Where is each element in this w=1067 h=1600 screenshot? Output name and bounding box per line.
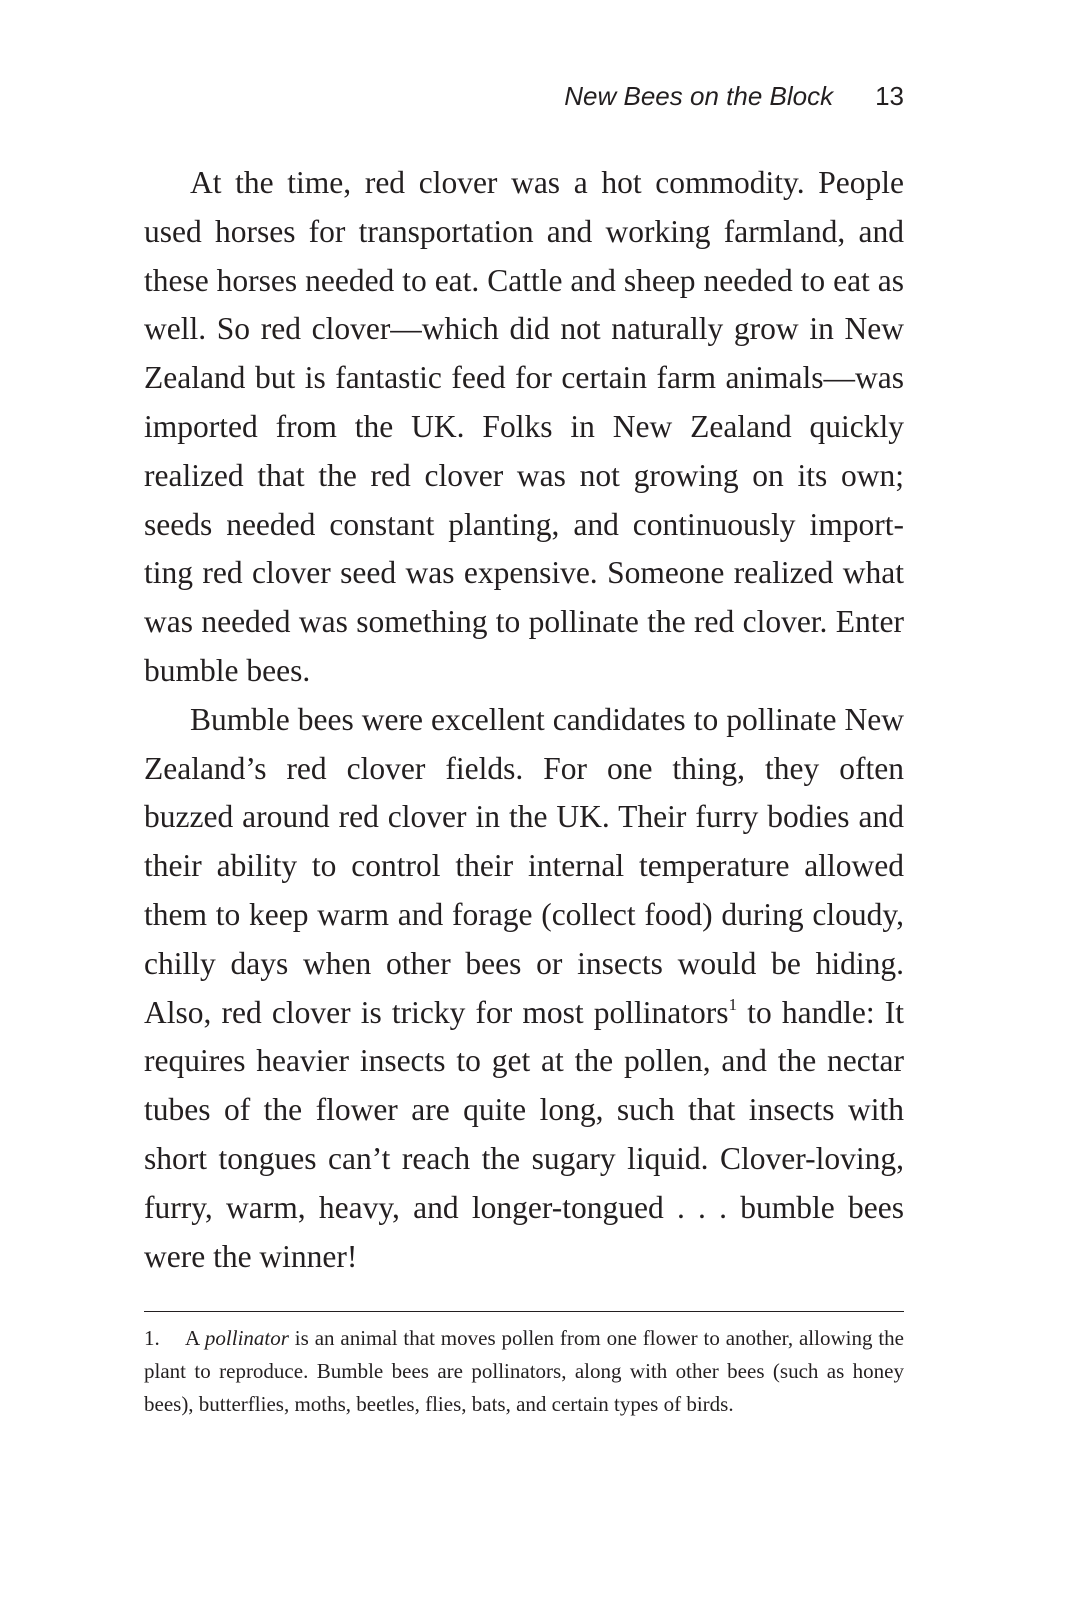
running-head-title: New Bees on the Block: [564, 81, 834, 111]
footnote-divider: [144, 1311, 904, 1312]
footnote: [144, 1322, 904, 1421]
footnote-term: pollinator: [204, 1326, 289, 1350]
paragraph-1: At the time, red clover was a hot commodity. People used horses for transportation and working farmland, and these horses needed to eat. Cattle and sheep needed to eat as well. So red clover—which did not naturally grow in New Zealand but is fantastic feed for certain farm animals—was imported from the UK. Folks in New Zealand quickly realized that the red clover was not growing on its own; seeds needed constant planting, and continuously importting red clover seed was expensive. Someone realized what was needed was something to pollinate the red clover. Enter bumble bees.: [144, 165, 904, 688]
footnote-prefix: A: [185, 1326, 205, 1350]
page-number: 13: [875, 81, 904, 111]
footnote-number: 1.: [144, 1326, 160, 1350]
running-head: [564, 76, 904, 116]
paragraph-2-part-1: Bumble bees were excellent candidates to pollinate New Zealand’s red clover fields. For one thing, they often buzzed around red clover in the UK. Their furry bodies and their ability to control their internal temperature allowed them to keep warm and forage (collect food) during cloudy, chilly days when other bees or insects would be hiding. Also, red clover is tricky for most pollinators: [144, 701, 904, 1030]
paragraph-2-part-2: to handle: It requires heavier insects to get at the pollen, and the nectar tubes of the flower are quite long, such that insects with short tongues can’t reach the sugary liquid. Clover-loving, furry, warm, heavy, and longer-tongued . . . bumble bees were the winner!: [144, 994, 904, 1274]
paragraph-2: [144, 696, 904, 1282]
body-text: [144, 159, 904, 1281]
footnote-text: is an animal that moves pollen from one flower to another, allowing the plant to reproduce. Bumble bees are pollinators, along with other bees (such as honey bees), butterflies, moths, beetles, flies, bats, and certain types of birds.: [144, 1326, 904, 1416]
footnote-reference: 1: [728, 994, 738, 1014]
